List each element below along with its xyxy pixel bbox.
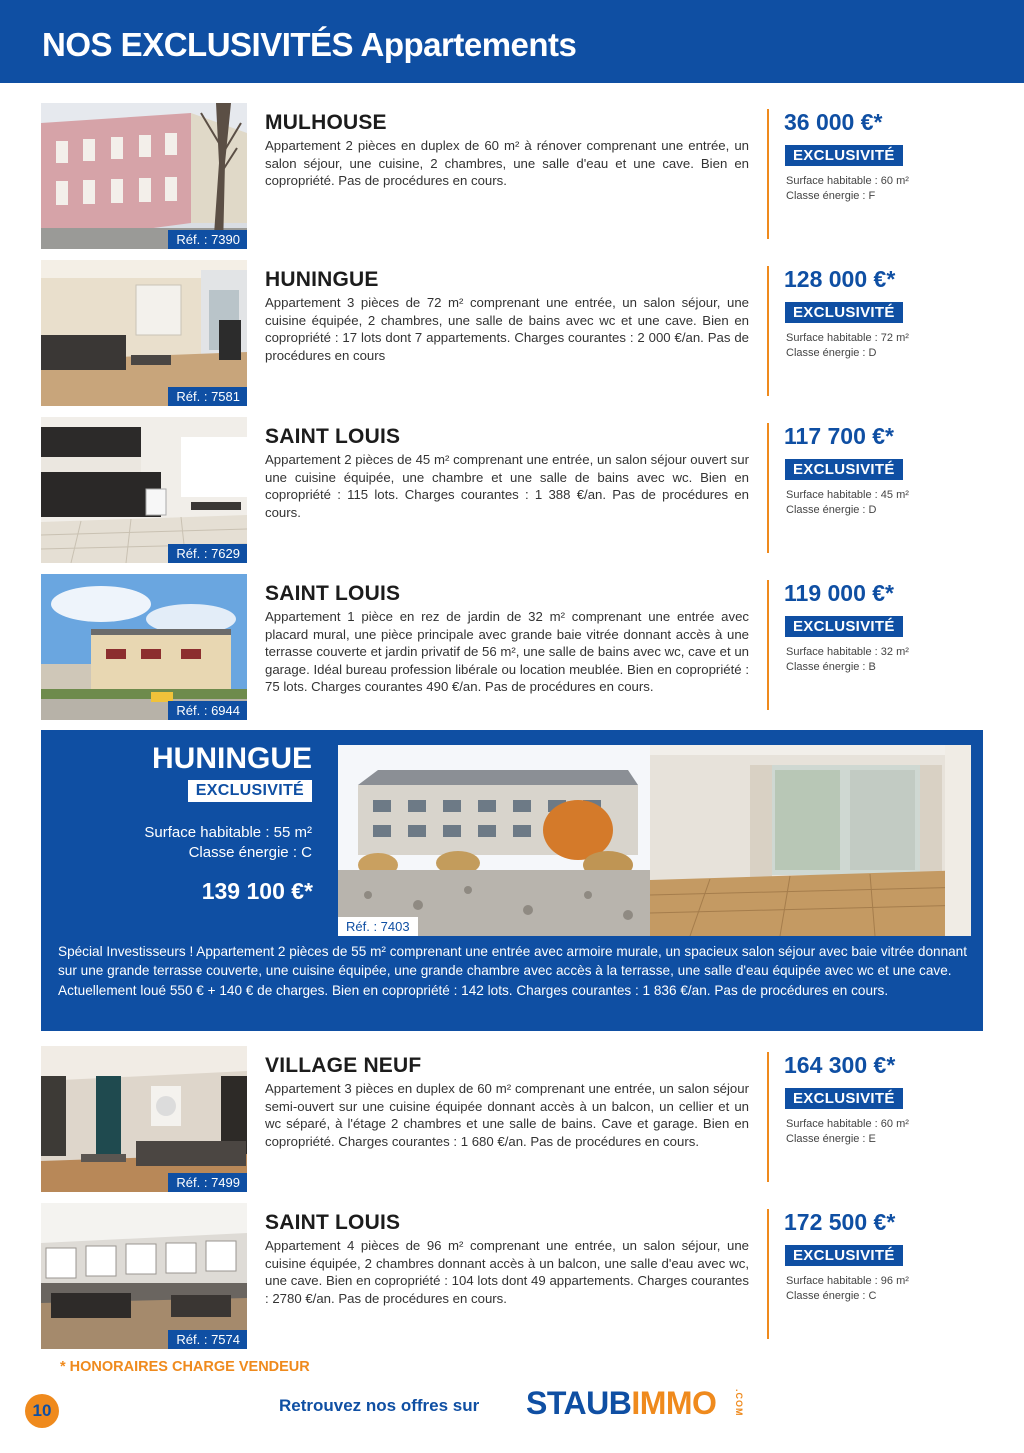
listing-description: Appartement 1 pièce en rez de jardin de 32 m² comprenant une entrée avec placard mural, une pièce principale avec grande baie vitrée donnant accès à une terrasse couverte et jardin privatif de 56 m², une salle de bains avec wc, cave et un garage. Idéal bureau profession libérale ou location meublée. Bien en copropriété : 75 lots. Charges courantes 490 €/an. Pas de procédures en cours. <box>265 609 749 695</box>
empty-room-photo <box>650 745 971 936</box>
listing-price: 36 000 €* <box>784 109 883 135</box>
surface-info: Surface habitable : 45 m² <box>786 489 909 501</box>
listing-city: SAINT LOUIS <box>265 425 401 448</box>
reference-label: Réf. : 7581 <box>168 387 247 406</box>
lounge-photo <box>41 1046 247 1192</box>
surface-info: Surface habitable : 60 m² <box>786 1118 909 1130</box>
listing-description: Appartement 2 pièces en duplex de 60 m² à rénover comprenant une entrée, un salon séjour, une cuisine, 2 chambres, une salle d'eau et une cave. Bien en copropriété. Pas de procédures en cours. <box>265 138 749 189</box>
energy-class-info: Classe énergie : C <box>188 844 312 861</box>
energy-class-info: Classe énergie : D <box>786 504 877 516</box>
energy-class-info: Classe énergie : C <box>786 1290 877 1302</box>
featured-listing[interactable] <box>41 730 983 1031</box>
featured-photo-exterior[interactable] <box>338 745 650 936</box>
logo-main-text: STAUB <box>526 1385 632 1421</box>
listing-description: Appartement 3 pièces de 72 m² comprenant une entrée, un salon séjour, une cuisine équipée, 2 chambres, une salle de bains avec wc et une cave. Bien en copropriété : 17 lots dont 7 appartements. Charges courantes : 2 000 €/an. Pas de procédures en cours <box>265 295 749 363</box>
surface-info: Surface habitable : 96 m² <box>786 1275 909 1287</box>
reference-label: Réf. : 7390 <box>168 230 247 249</box>
listing-city: HUNINGUE <box>265 268 379 291</box>
staubimmo-logo[interactable] <box>526 1385 716 1422</box>
divider <box>767 1052 769 1182</box>
listing-description: Appartement 3 pièces en duplex de 60 m² comprenant une entrée, un salon séjour semi-ouvert sur une cuisine équipée donnant accès à un balcon, un cellier et un wc séparé, à l'étage 2 chambres et une salle de bains. Cave et garage. Bien en copropriété. Charges courantes : 1 680 €/an. Pas de procédures en cours. <box>265 1081 749 1149</box>
page-header <box>0 0 1024 83</box>
listing-city: MULHOUSE <box>265 111 387 134</box>
exclusivite-badge: EXCLUSIVITÉ <box>785 459 903 480</box>
featured-price: 139 100 €* <box>201 878 313 904</box>
energy-class-info: Classe énergie : F <box>786 190 876 202</box>
listing-card[interactable] <box>0 417 1024 565</box>
listing-price: 119 000 €* <box>784 580 895 606</box>
listing-card[interactable] <box>0 103 1024 251</box>
listing-photo[interactable] <box>41 1203 247 1349</box>
logo-accent-text: IMMO <box>631 1385 717 1421</box>
exclusivite-badge: EXCLUSIVITÉ <box>785 1088 903 1109</box>
divider <box>767 109 769 239</box>
featured-city: HUNINGUE <box>151 742 312 775</box>
listing-price: 164 300 €* <box>784 1052 896 1078</box>
fees-footnote: * HONORAIRES CHARGE VENDEUR <box>60 1359 310 1375</box>
listing-price: 117 700 €* <box>784 423 895 449</box>
listing-card[interactable] <box>0 1203 1024 1351</box>
kitchen-photo <box>41 417 247 563</box>
listing-city: SAINT LOUIS <box>265 1211 401 1234</box>
energy-class-info: Classe énergie : B <box>786 661 876 673</box>
divider <box>767 1209 769 1339</box>
living-room-photo <box>41 260 247 406</box>
exterior-garden-photo <box>338 745 650 936</box>
listing-card[interactable] <box>0 1046 1024 1194</box>
listing-photo[interactable] <box>41 574 247 720</box>
exclusivite-badge: EXCLUSIVITÉ <box>785 302 903 323</box>
listing-city: SAINT LOUIS <box>265 582 401 605</box>
listing-description: Appartement 4 pièces de 96 m² comprenant une entrée, un salon séjour, une cuisine équipée, 2 chambres donnant accès à un balcon, une salle d'eau avec wc, une cave. Bien en copropriété : 104 lots dont 49 appartements. Charges courantes : 2780 €/an. Pas de procédures en cours. <box>265 1238 749 1306</box>
page-number: 10 <box>25 1394 59 1428</box>
listing-photo[interactable] <box>41 260 247 406</box>
reference-label: Réf. : 7574 <box>168 1330 247 1349</box>
listing-card[interactable] <box>0 260 1024 408</box>
listing-card[interactable] <box>0 574 1024 722</box>
logo-domain-suffix: .COM <box>734 1389 744 1417</box>
energy-class-info: Classe énergie : E <box>786 1133 876 1145</box>
surface-info: Surface habitable : 72 m² <box>786 332 909 344</box>
listing-photo[interactable] <box>41 1046 247 1192</box>
exclusivite-badge: EXCLUSIVITÉ <box>785 1245 903 1266</box>
reference-label: Réf. : 7403 <box>338 917 418 936</box>
surface-info: Surface habitable : 32 m² <box>786 646 909 658</box>
divider <box>767 266 769 396</box>
exclusivite-badge: EXCLUSIVITÉ <box>188 780 312 802</box>
footer-tagline: Retrouvez nos offres sur <box>279 1396 480 1415</box>
exclusivite-badge: EXCLUSIVITÉ <box>785 145 903 166</box>
divider <box>767 580 769 710</box>
listing-description: Appartement 2 pièces de 45 m² comprenant une entrée, un salon séjour ouvert sur une cuisine équipée, une chambre et une salle de bains avec wc. Bien en copropriété : 115 lots. Charges courantes : 1 388 €/an. Pas de procédures en cours. <box>265 452 749 520</box>
reference-label: Réf. : 7499 <box>168 1173 247 1192</box>
divider <box>767 423 769 553</box>
surface-info: Surface habitable : 55 m² <box>144 824 312 841</box>
listing-city: VILLAGE NEUF <box>265 1054 422 1077</box>
residence-building-photo <box>41 574 247 720</box>
exclusivite-badge: EXCLUSIVITÉ <box>785 616 903 637</box>
reference-label: Réf. : 6944 <box>168 701 247 720</box>
listing-photo[interactable] <box>41 417 247 563</box>
listing-price: 172 500 €* <box>784 1209 896 1235</box>
open-living-space-photo <box>41 1203 247 1349</box>
page-title: NOS EXCLUSIVITÉS Appartements <box>42 26 577 63</box>
featured-photo-interior[interactable] <box>650 745 971 936</box>
featured-description: Spécial Investisseurs ! Appartement 2 pièces de 55 m² comprenant une entrée avec armoire murale, un spacieux salon séjour avec baie vitrée donnant sur une grande terrasse couverte, une cuisine équipée, une grande chambre avec accès à la terrasse, une salle d'eau équipée avec wc et une cave. Actuellement loué 550 € + 140 € de charges. Bien en copropriété : 142 lots. Charges courantes : 1 836 €/an. Pas de procédures en cours. <box>58 944 968 998</box>
townhouse-facade-photo <box>41 103 247 249</box>
surface-info: Surface habitable : 60 m² <box>786 175 909 187</box>
listing-photo[interactable] <box>41 103 247 249</box>
reference-label: Réf. : 7629 <box>168 544 247 563</box>
energy-class-info: Classe énergie : D <box>786 347 877 359</box>
listing-price: 128 000 €* <box>784 266 896 292</box>
